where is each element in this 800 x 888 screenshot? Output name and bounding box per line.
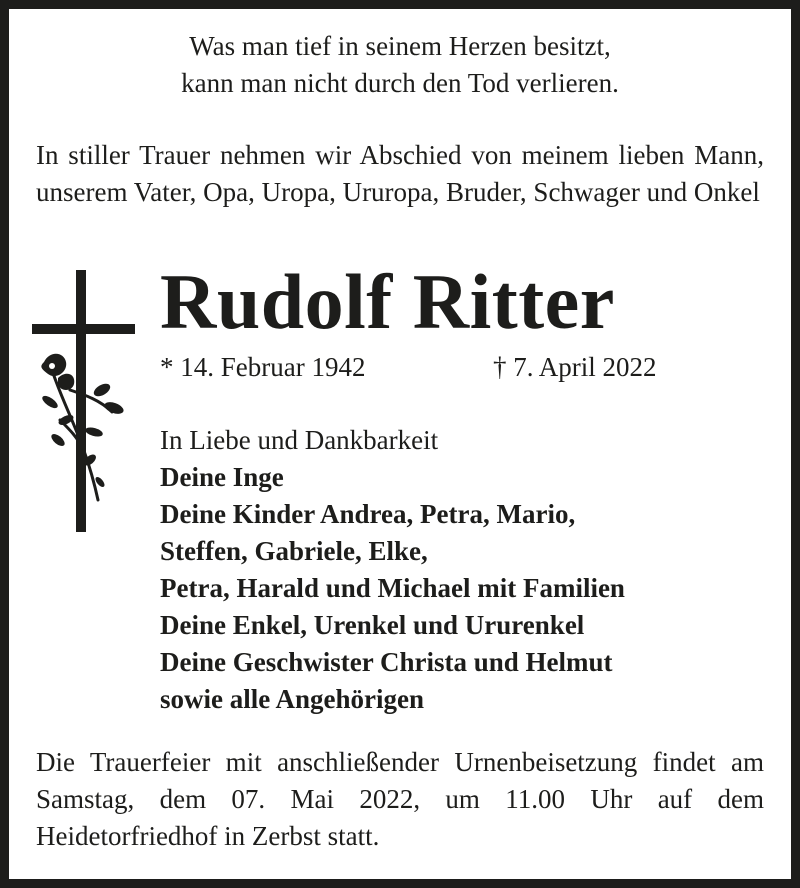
mourner-line: Deine Inge — [160, 462, 284, 492]
mourner-line: Deine Kinder Andrea, Petra, Mario, — [160, 499, 576, 529]
mourner-line: Petra, Harald und Michael mit Familien — [160, 573, 625, 603]
mourner-line: Deine Geschwister Christa und Helmut — [160, 647, 613, 677]
mourner-line: sowie alle Angehörigen — [160, 684, 424, 714]
death-date: † 7. April 2022 — [493, 352, 657, 382]
mourner-line: Deine Enkel, Urenkel und Ururenkel — [160, 610, 585, 640]
cross-with-rose-icon — [30, 270, 140, 535]
motto-line-2: kann man nicht durch den Tod verlieren. — [181, 68, 619, 98]
funeral-notice: Die Trauerfeier mit anschließender Urnenbeisetzung findet am Samstag, dem 07. Mai 2022, um 11.00 Uhr auf dem Heidetorfriedhof in Zerbst statt. — [36, 747, 764, 851]
birth-date: * 14. Februar 1942 — [160, 352, 366, 382]
mourners-list — [160, 422, 780, 718]
mourner-line: Steffen, Gabriele, Elke, — [160, 536, 428, 566]
motto-line-1: Was man tief in seinem Herzen besitzt, — [189, 31, 611, 61]
intro-text: In stiller Trauer nehmen wir Abschied von meinem lieben Mann, unserem Vater, Opa, Uropa, Ururopa, Bruder, Schwager und Onkel — [36, 140, 764, 207]
mourners-opening: In Liebe und Dankbarkeit — [160, 425, 439, 455]
motto-quote — [0, 28, 800, 102]
deceased-name: Rudolf Ritter — [160, 258, 615, 345]
